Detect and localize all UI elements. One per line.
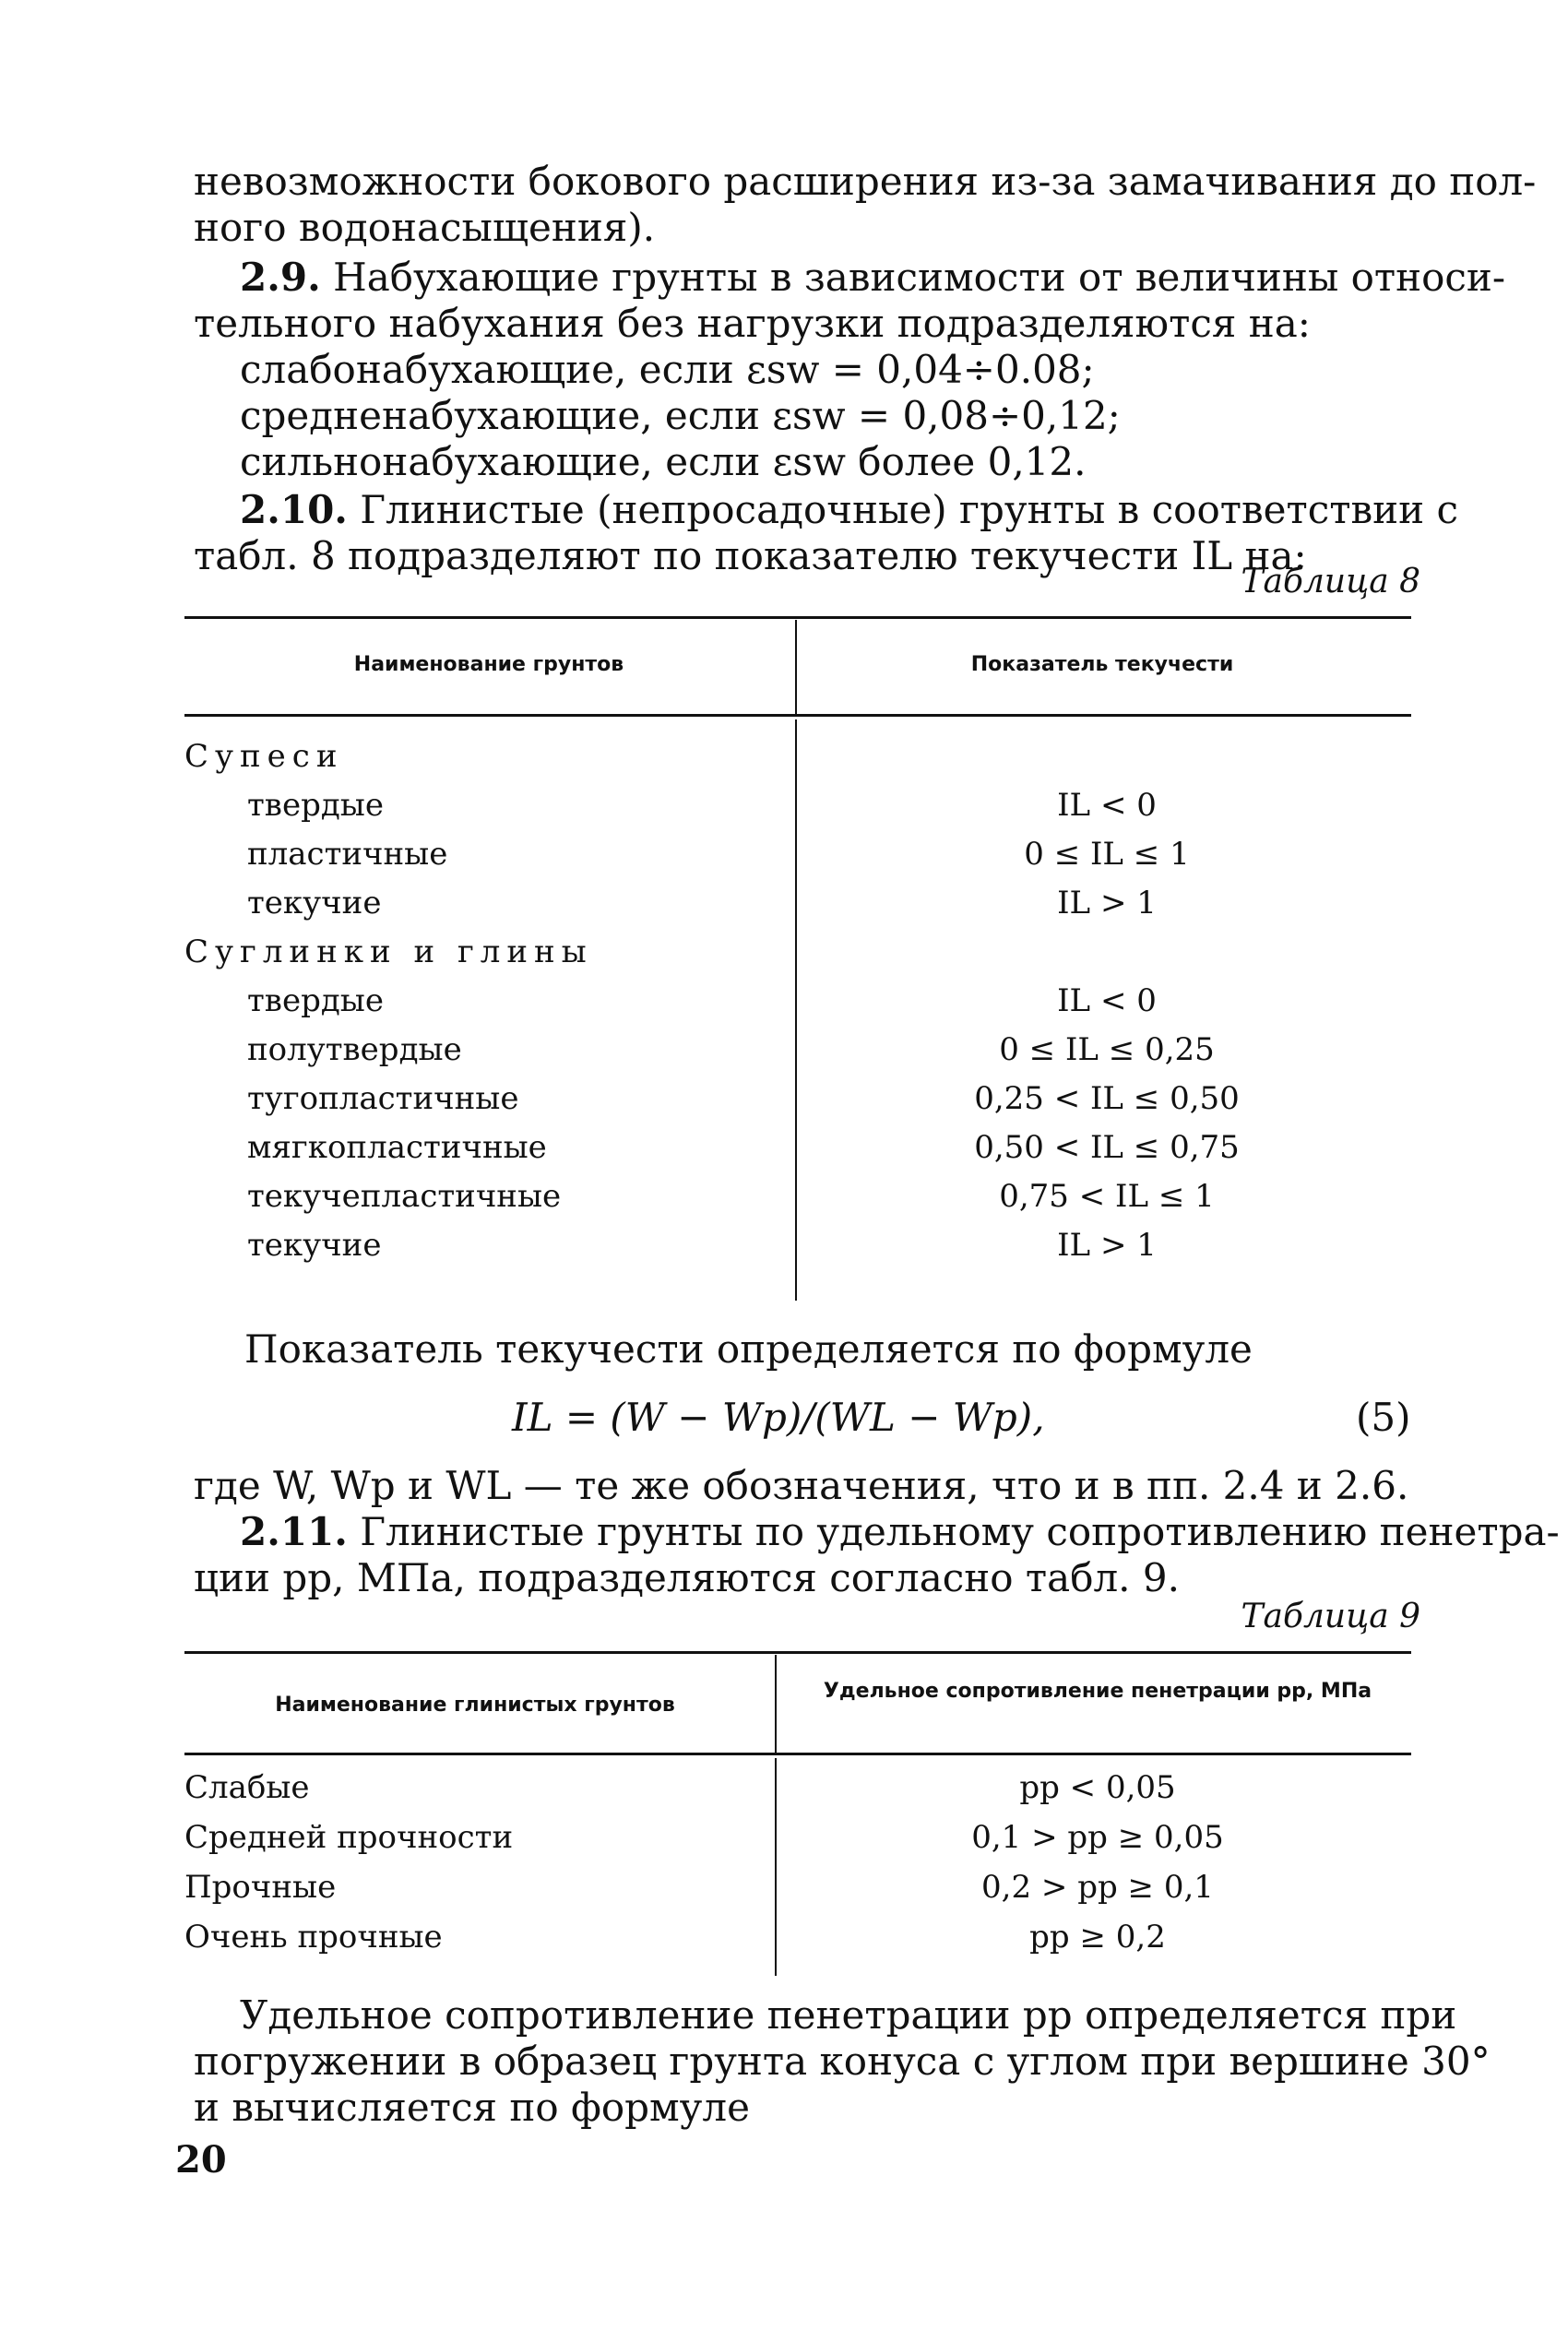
table-9-row-value: pp ≥ 0,2	[1029, 1919, 1166, 1956]
swelling-item: средненабухающие, если εsw = 0,08÷0,12;	[240, 393, 1121, 438]
table-9-row-name: Очень прочные	[184, 1919, 443, 1956]
formula-number: (5)	[1356, 1395, 1411, 1440]
section-2-11	[194, 1509, 1560, 1601]
table-8-row-value: 0 ≤ IL ≤ 0,25	[999, 1031, 1215, 1068]
table-8-row-value: 0 ≤ IL ≤ 1	[1024, 836, 1190, 873]
table-8-row-value: 0,75 < IL ≤ 1	[999, 1178, 1215, 1215]
text-line: тельного набухания без нагрузки подразделяются на:	[194, 301, 1311, 346]
table-8-row-value: IL > 1	[1057, 1227, 1157, 1264]
table-8-row-name: текучие	[247, 885, 382, 921]
table-9-row-name: Средней прочности	[184, 1819, 514, 1856]
table-9-header-divider	[775, 1655, 777, 1753]
table-8-row-name: полутвердые	[247, 1031, 462, 1068]
table-9-row-value: 0,2 > pp ≥ 0,1	[981, 1869, 1214, 1906]
section-2-9-first-line	[194, 255, 1506, 301]
table-8-row-name: текучие	[247, 1227, 382, 1264]
table-9-label: Таблица 9	[1241, 1598, 1420, 1635]
fluidity-formula: IL = (W − Wp)/(WL − Wp),	[512, 1395, 1045, 1440]
table-8-row-name: текучепластичные	[247, 1178, 562, 1215]
table-8-row-name: твердые	[247, 982, 384, 1019]
section-number: 2.11.	[240, 1509, 348, 1554]
table-8-group-heading: Супеси	[184, 738, 344, 775]
text-line: погружении в образец грунта конуса с углом при вершине 30°	[194, 2039, 1491, 2084]
table-9-header-name: Наименование глинистых грунтов	[275, 1694, 675, 1717]
section-number: 2.10.	[240, 487, 348, 532]
text-line: Удельное сопротивление пенетрации pp определяется при	[240, 1992, 1457, 2038]
table-8-row-value: 0,25 < IL ≤ 0,50	[974, 1080, 1240, 1117]
text-line: ного водонасыщения).	[194, 205, 656, 250]
section-number: 2.9.	[240, 255, 321, 300]
text-line: невозможности бокового расширения из-за замачивания до пол-	[194, 159, 1537, 204]
swelling-item: слабонабухающие, если εsw = 0,04÷0.08;	[240, 347, 1095, 392]
table-8-row-name: твердые	[247, 787, 384, 824]
table-8-top-rule	[184, 616, 1411, 619]
table-9-column-divider	[775, 1758, 777, 1976]
table-9-row-value: 0,1 > pp ≥ 0,05	[971, 1819, 1224, 1856]
table-8-row-name: мягкопластичные	[247, 1129, 547, 1166]
table-8-row-value: 0,50 < IL ≤ 0,75	[974, 1129, 1240, 1166]
section-2-9	[194, 255, 1506, 485]
where-paragraph	[194, 1463, 1420, 1509]
formula-intro: Показатель текучести определяется по формуле	[244, 1326, 1253, 1372]
table-9-row-name: Прочные	[184, 1869, 337, 1906]
swelling-item: сильнонабухающие, если εsw более 0,12.	[240, 439, 1087, 484]
table-8-label: Таблица 8	[1241, 563, 1420, 600]
section-2-10-first-line	[194, 487, 1458, 533]
table-9-top-rule	[184, 1651, 1411, 1654]
text-line: где W, Wp и WL — те же обозначения, что и в пп. 2.4 и 2.6.	[194, 1463, 1409, 1508]
table-9-header-rule	[184, 1753, 1411, 1755]
text-line: Глинистые (непросадочные) грунты в соответствии с	[360, 487, 1458, 532]
table-9-row-value: pp < 0,05	[1019, 1769, 1176, 1806]
table-8-header-rule	[184, 714, 1411, 717]
page-number: 20	[175, 2138, 227, 2182]
table-8-column-divider	[795, 719, 797, 1301]
table-8-row-name: тугопластичные	[247, 1080, 519, 1117]
table-8-row-name: пластичные	[247, 836, 448, 873]
closing-paragraph	[194, 1992, 1491, 2131]
table-8-row-value: IL < 0	[1057, 787, 1157, 824]
table-9-row-name: Слабые	[184, 1769, 310, 1806]
intro-paragraph	[194, 159, 1537, 251]
table-8-header-name: Наименование грунтов	[353, 653, 624, 676]
table-8-row-value: IL > 1	[1057, 885, 1157, 921]
table-9-header-value: Удельное сопротивление пенетрации pp, МПа	[823, 1680, 1372, 1703]
table-8-row-value: IL < 0	[1057, 982, 1157, 1019]
text-line: и вычисляется по формуле	[194, 2085, 750, 2130]
table-8-header-value: Показатель текучести	[970, 653, 1234, 676]
table-8-header-divider	[795, 620, 797, 714]
text-line: Набухающие грунты в зависимости от величины относи-	[333, 255, 1506, 300]
section-2-11-first-line	[194, 1509, 1560, 1555]
text-line: ции pp, МПа, подразделяются согласно табл. 9.	[194, 1555, 1180, 1600]
table-8-group-heading: Суглинки и глины	[184, 933, 593, 970]
text-line: Глинистые грунты по удельному сопротивлению пенетра-	[360, 1509, 1560, 1554]
section-2-10	[194, 487, 1458, 579]
text-line: табл. 8 подразделяют по показателю текучести IL на:	[194, 533, 1307, 578]
